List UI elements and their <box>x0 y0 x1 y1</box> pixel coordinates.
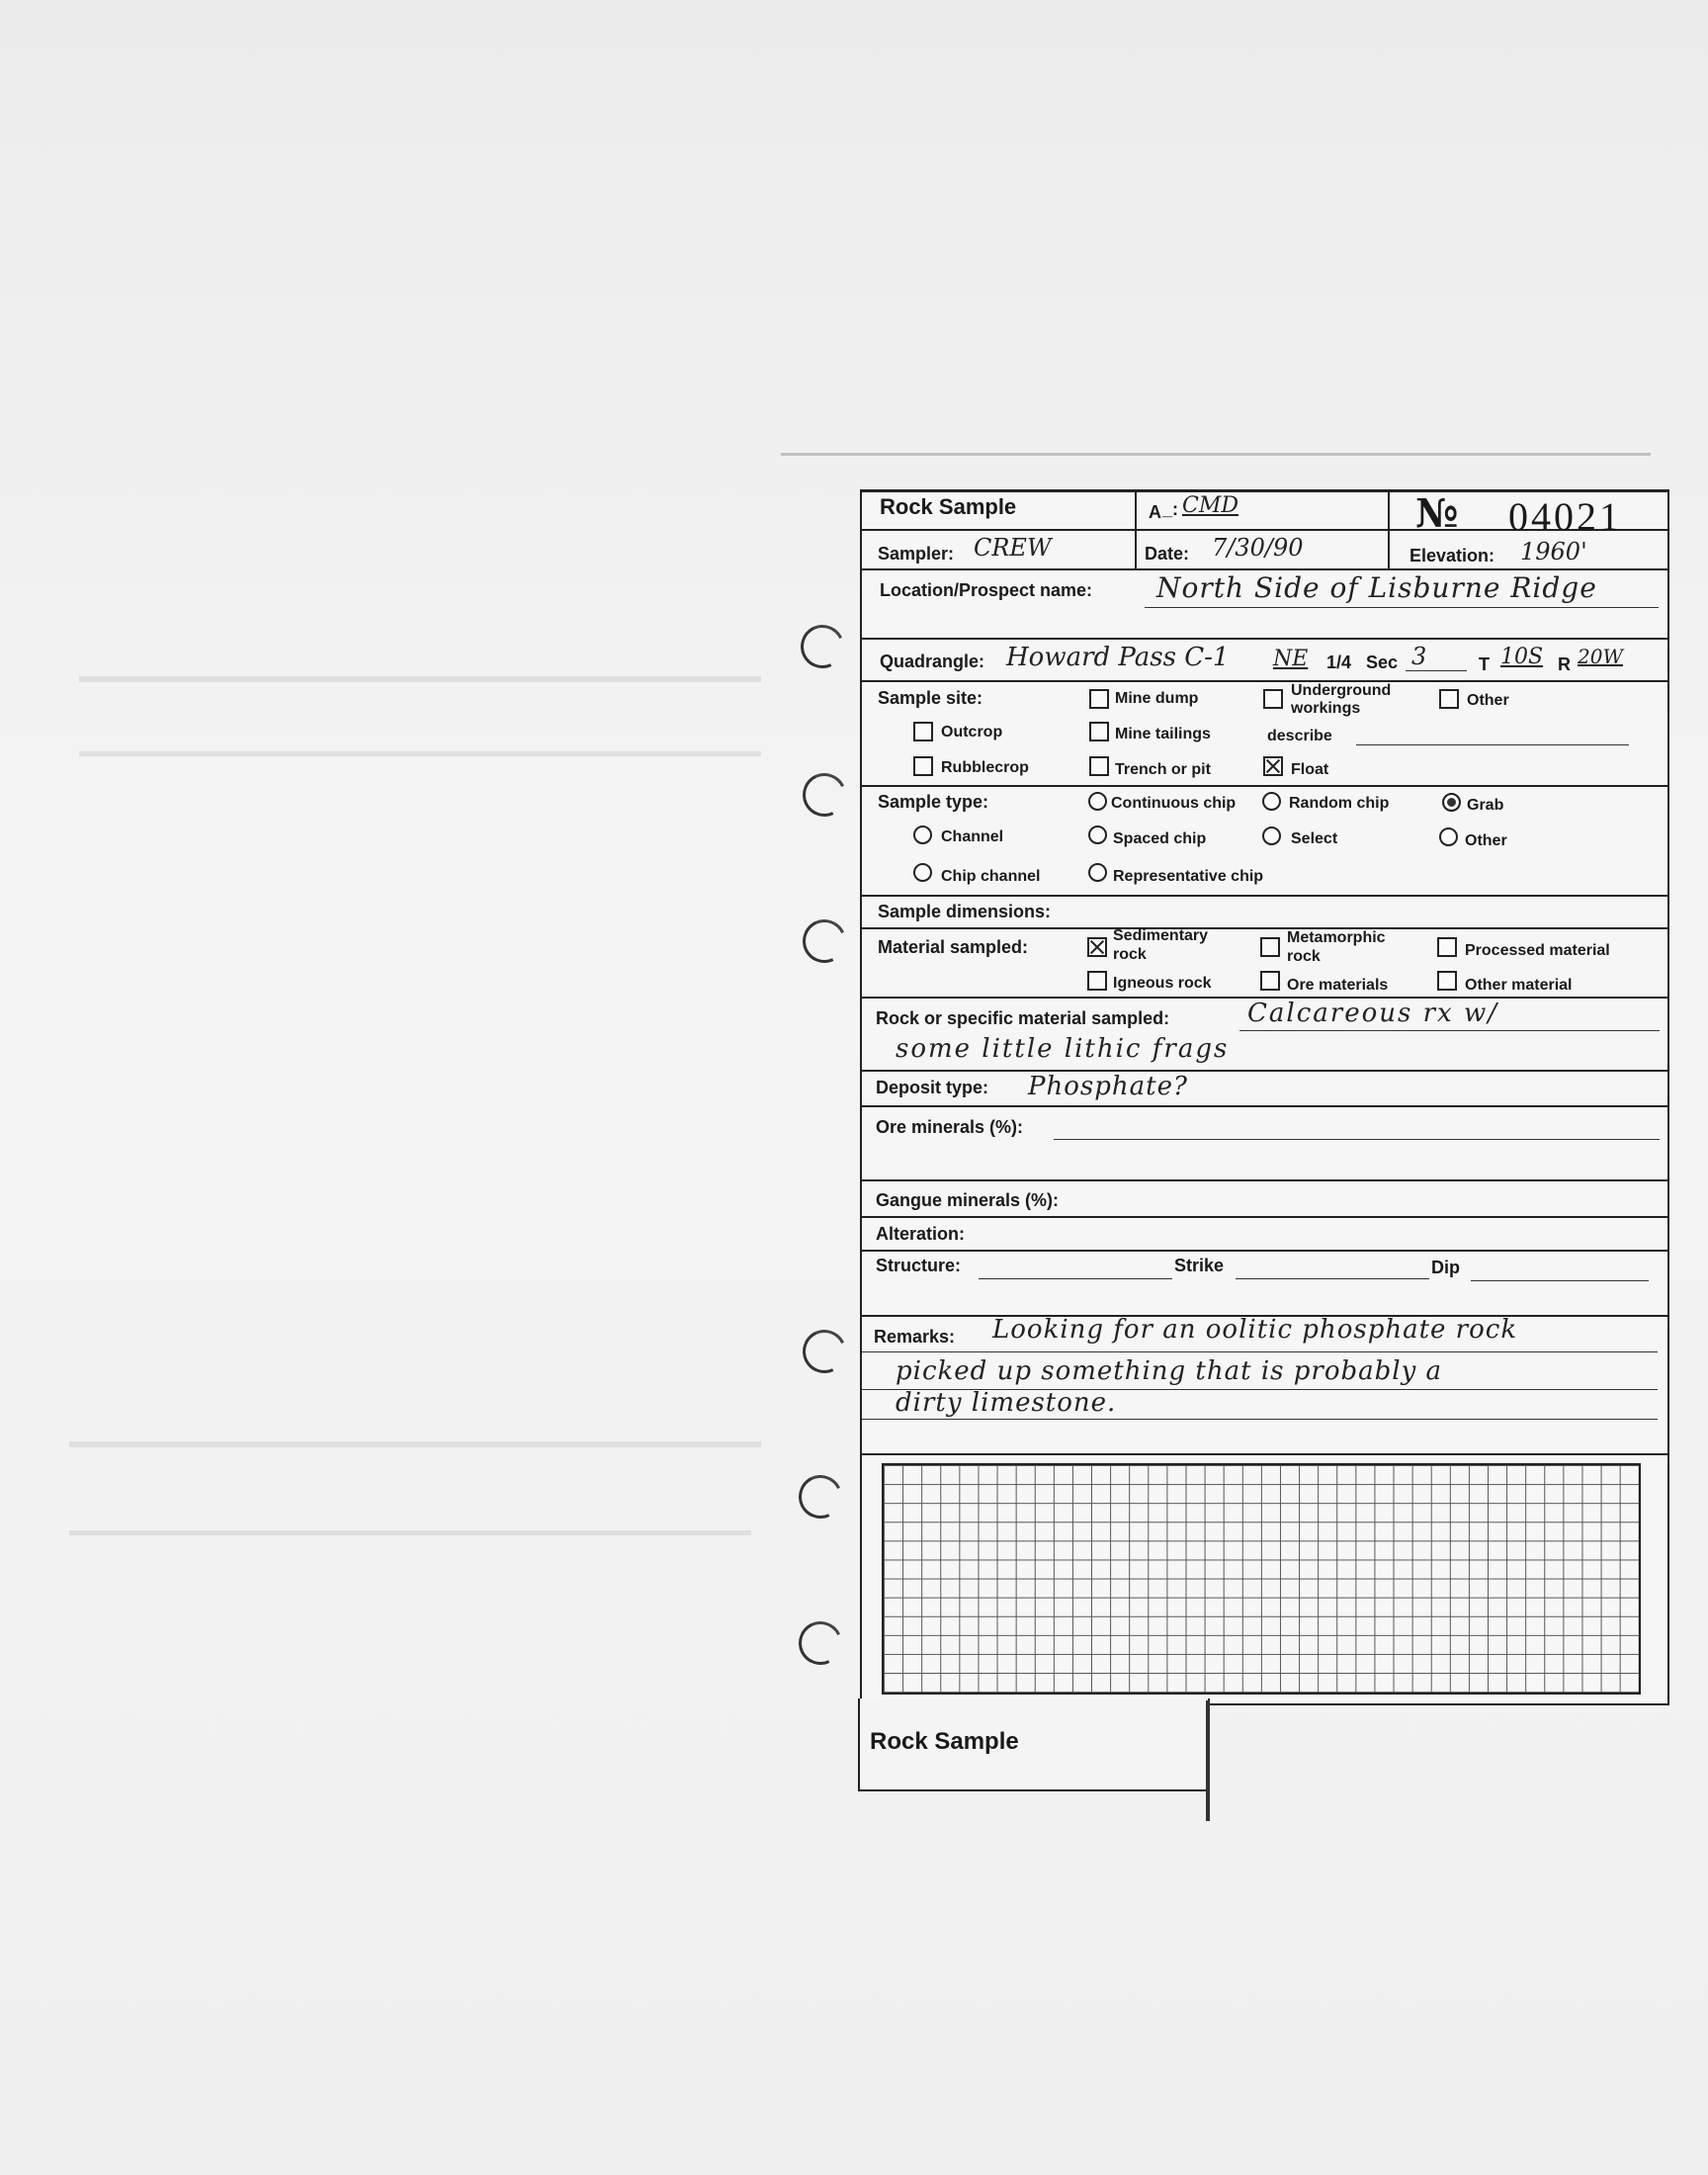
remarks-underline-1 <box>862 1351 1658 1352</box>
float-label: Float <box>1291 761 1329 778</box>
sampler-label: Sampler: <box>878 544 955 564</box>
strike-label: Strike <box>1174 1256 1225 1275</box>
mine-dump-checkbox[interactable] <box>1089 689 1109 709</box>
describe-label: describe <box>1267 728 1332 744</box>
date-label: Date: <box>1145 544 1190 564</box>
sedimentary-rock-checkbox[interactable] <box>1087 937 1107 957</box>
elevation-label: Elevation: <box>1409 546 1495 566</box>
remarks-label: Remarks: <box>874 1327 956 1347</box>
sampler-value: CREW <box>974 534 1052 562</box>
other-type-label: Other <box>1465 832 1507 849</box>
quadrangle-bottom-rule <box>862 680 1667 682</box>
location-label: Location/Prospect name: <box>880 580 1093 600</box>
sample-dimensions-label: Sample dimensions: <box>878 902 1052 921</box>
structure-underline[interactable] <box>979 1278 1172 1279</box>
remarks-bottom-rule <box>862 1453 1667 1455</box>
chip-channel-label: Chip channel <box>941 868 1041 885</box>
rock-specific-bottom-rule <box>862 1070 1667 1072</box>
rock-specific-label: Rock or specific material sampled: <box>876 1008 1170 1028</box>
chip-channel-radio[interactable] <box>913 863 932 882</box>
random-chip-radio[interactable] <box>1262 792 1281 811</box>
quadrangle-value: Howard Pass C-1 <box>1006 643 1230 672</box>
continuous-chip-label: Continuous chip <box>1111 795 1237 812</box>
rock-specific-line-2: some little lithic frags <box>896 1034 1230 1064</box>
deposit-type-label: Deposit type: <box>876 1078 989 1097</box>
stub-tear-edge <box>1206 1700 1210 1821</box>
igneous-rock-label: Igneous rock <box>1113 975 1212 992</box>
location-underline <box>1145 607 1659 608</box>
header-divider-2 <box>1388 491 1390 531</box>
ore-minerals-bottom-rule <box>862 1179 1667 1181</box>
trench-or-pit-checkbox[interactable] <box>1089 756 1109 776</box>
ore-materials-checkbox[interactable] <box>1260 971 1280 991</box>
other-site-checkbox[interactable] <box>1439 689 1459 709</box>
sketch-grid[interactable] <box>882 1463 1641 1695</box>
a-value: CMD <box>1182 493 1238 518</box>
mine-tailings-label: Mine tailings <box>1115 726 1211 742</box>
processed-material-label: Processed material <box>1465 942 1610 959</box>
sec-label: Sec <box>1366 652 1399 672</box>
remarks-line-2: picked up something that is probably a <box>896 1356 1443 1386</box>
sec-underline <box>1406 670 1467 671</box>
stub-title: Rock Sample <box>870 1728 1019 1755</box>
deposit-type-value: Phosphate? <box>1028 1072 1188 1101</box>
processed-material-checkbox[interactable] <box>1437 937 1457 957</box>
alteration-label: Alteration: <box>876 1224 965 1244</box>
r-label: R <box>1558 654 1571 674</box>
other-type-radio[interactable] <box>1439 827 1458 846</box>
random-chip-label: Random chip <box>1289 795 1390 812</box>
other-material-label: Other material <box>1465 977 1573 994</box>
sec-value: 3 <box>1411 643 1427 670</box>
alteration-bottom-rule <box>862 1250 1667 1252</box>
bleed-line-top <box>781 453 1651 456</box>
t-value: 10S <box>1500 645 1544 669</box>
a-label: A <box>1149 502 1161 522</box>
trench-or-pit-label: Trench or pit <box>1115 761 1211 778</box>
remarks-line-3: dirty limestone. <box>896 1388 1117 1418</box>
dip-underline[interactable] <box>1471 1280 1649 1281</box>
outcrop-label: Outcrop <box>941 724 1003 740</box>
select-label: Select <box>1291 830 1338 847</box>
bleed-line-2 <box>79 751 761 756</box>
bleed-line-1 <box>79 676 761 682</box>
bleed-line-3 <box>69 1441 761 1447</box>
sample-site-bottom-rule <box>862 785 1667 787</box>
bleed-line-4 <box>69 1530 751 1535</box>
sampler-divider-1 <box>1135 531 1137 570</box>
ore-minerals-label: Ore minerals (%): <box>876 1117 1024 1137</box>
quarter-label: 1/4 <box>1326 652 1352 672</box>
sampler-bottom-rule <box>862 568 1667 570</box>
grab-label: Grab <box>1467 797 1504 814</box>
mine-tailings-checkbox[interactable] <box>1089 722 1109 741</box>
outcrop-checkbox[interactable] <box>913 722 933 741</box>
other-site-label: Other <box>1467 692 1509 709</box>
ore-materials-label: Ore materials <box>1287 977 1389 994</box>
dimensions-bottom-rule <box>862 927 1667 929</box>
describe-underline[interactable] <box>1356 744 1629 745</box>
representative-chip-label: Representative chip <box>1113 868 1264 885</box>
metamorphic-rock-checkbox[interactable] <box>1260 937 1280 957</box>
rubblecrop-label: Rubblecrop <box>941 759 1029 776</box>
header-divider-1 <box>1135 491 1137 531</box>
sample-type-label: Sample type: <box>878 792 989 812</box>
location-bottom-rule <box>862 638 1667 640</box>
location-value: North Side of Lisburne Ridge <box>1156 571 1597 604</box>
sample-type-bottom-rule <box>862 895 1667 897</box>
select-radio[interactable] <box>1262 826 1281 845</box>
igneous-rock-checkbox[interactable] <box>1087 971 1107 991</box>
remarks-underline-3 <box>862 1419 1658 1420</box>
underground-workings-label: Underground workings <box>1291 682 1392 717</box>
gangue-bottom-rule <box>862 1216 1667 1218</box>
elevation-value: 1960' <box>1520 538 1587 566</box>
spaced-chip-label: Spaced chip <box>1113 830 1207 847</box>
quadrangle-label: Quadrangle: <box>880 652 985 671</box>
quarter-value: NE <box>1273 647 1309 671</box>
sedimentary-rock-label: Sedimentary rock <box>1113 927 1209 963</box>
t-label: T <box>1479 654 1490 674</box>
float-checkbox[interactable] <box>1263 756 1283 776</box>
channel-label: Channel <box>941 828 1004 845</box>
grab-radio[interactable] <box>1442 793 1461 812</box>
rock-specific-underline-1 <box>1239 1030 1660 1031</box>
form-title: Rock Sample <box>880 494 1017 519</box>
rock-specific-line-1: Calcareous rx w/ <box>1247 999 1498 1028</box>
deposit-bottom-rule <box>862 1105 1667 1107</box>
dip-label: Dip <box>1431 1258 1460 1277</box>
date-value: 7/30/90 <box>1212 534 1304 562</box>
underground-workings-checkbox[interactable] <box>1263 689 1283 709</box>
mine-dump-label: Mine dump <box>1115 690 1199 707</box>
a-colon: _: <box>1162 499 1179 519</box>
continuous-chip-radio[interactable] <box>1088 792 1107 811</box>
material-sampled-label: Material sampled: <box>878 937 1029 957</box>
ore-minerals-underline[interactable] <box>1054 1139 1660 1140</box>
structure-label: Structure: <box>876 1256 962 1275</box>
other-material-checkbox[interactable] <box>1437 971 1457 991</box>
spaced-chip-radio[interactable] <box>1088 826 1107 844</box>
strike-underline[interactable] <box>1236 1278 1429 1279</box>
form-number: 04021 <box>1508 494 1622 539</box>
sample-site-label: Sample site: <box>878 688 983 708</box>
representative-chip-radio[interactable] <box>1088 863 1107 882</box>
remarks-line-1: Looking for an oolitic phosphate rock <box>992 1315 1518 1345</box>
sampler-divider-2 <box>1388 531 1390 570</box>
gangue-minerals-label: Gangue minerals (%): <box>876 1190 1060 1210</box>
rubblecrop-checkbox[interactable] <box>913 756 933 776</box>
channel-radio[interactable] <box>913 826 932 844</box>
number-sign: № <box>1415 490 1459 537</box>
metamorphic-rock-label: Metamorphic rock <box>1287 929 1386 965</box>
r-value: 20W <box>1578 645 1624 668</box>
